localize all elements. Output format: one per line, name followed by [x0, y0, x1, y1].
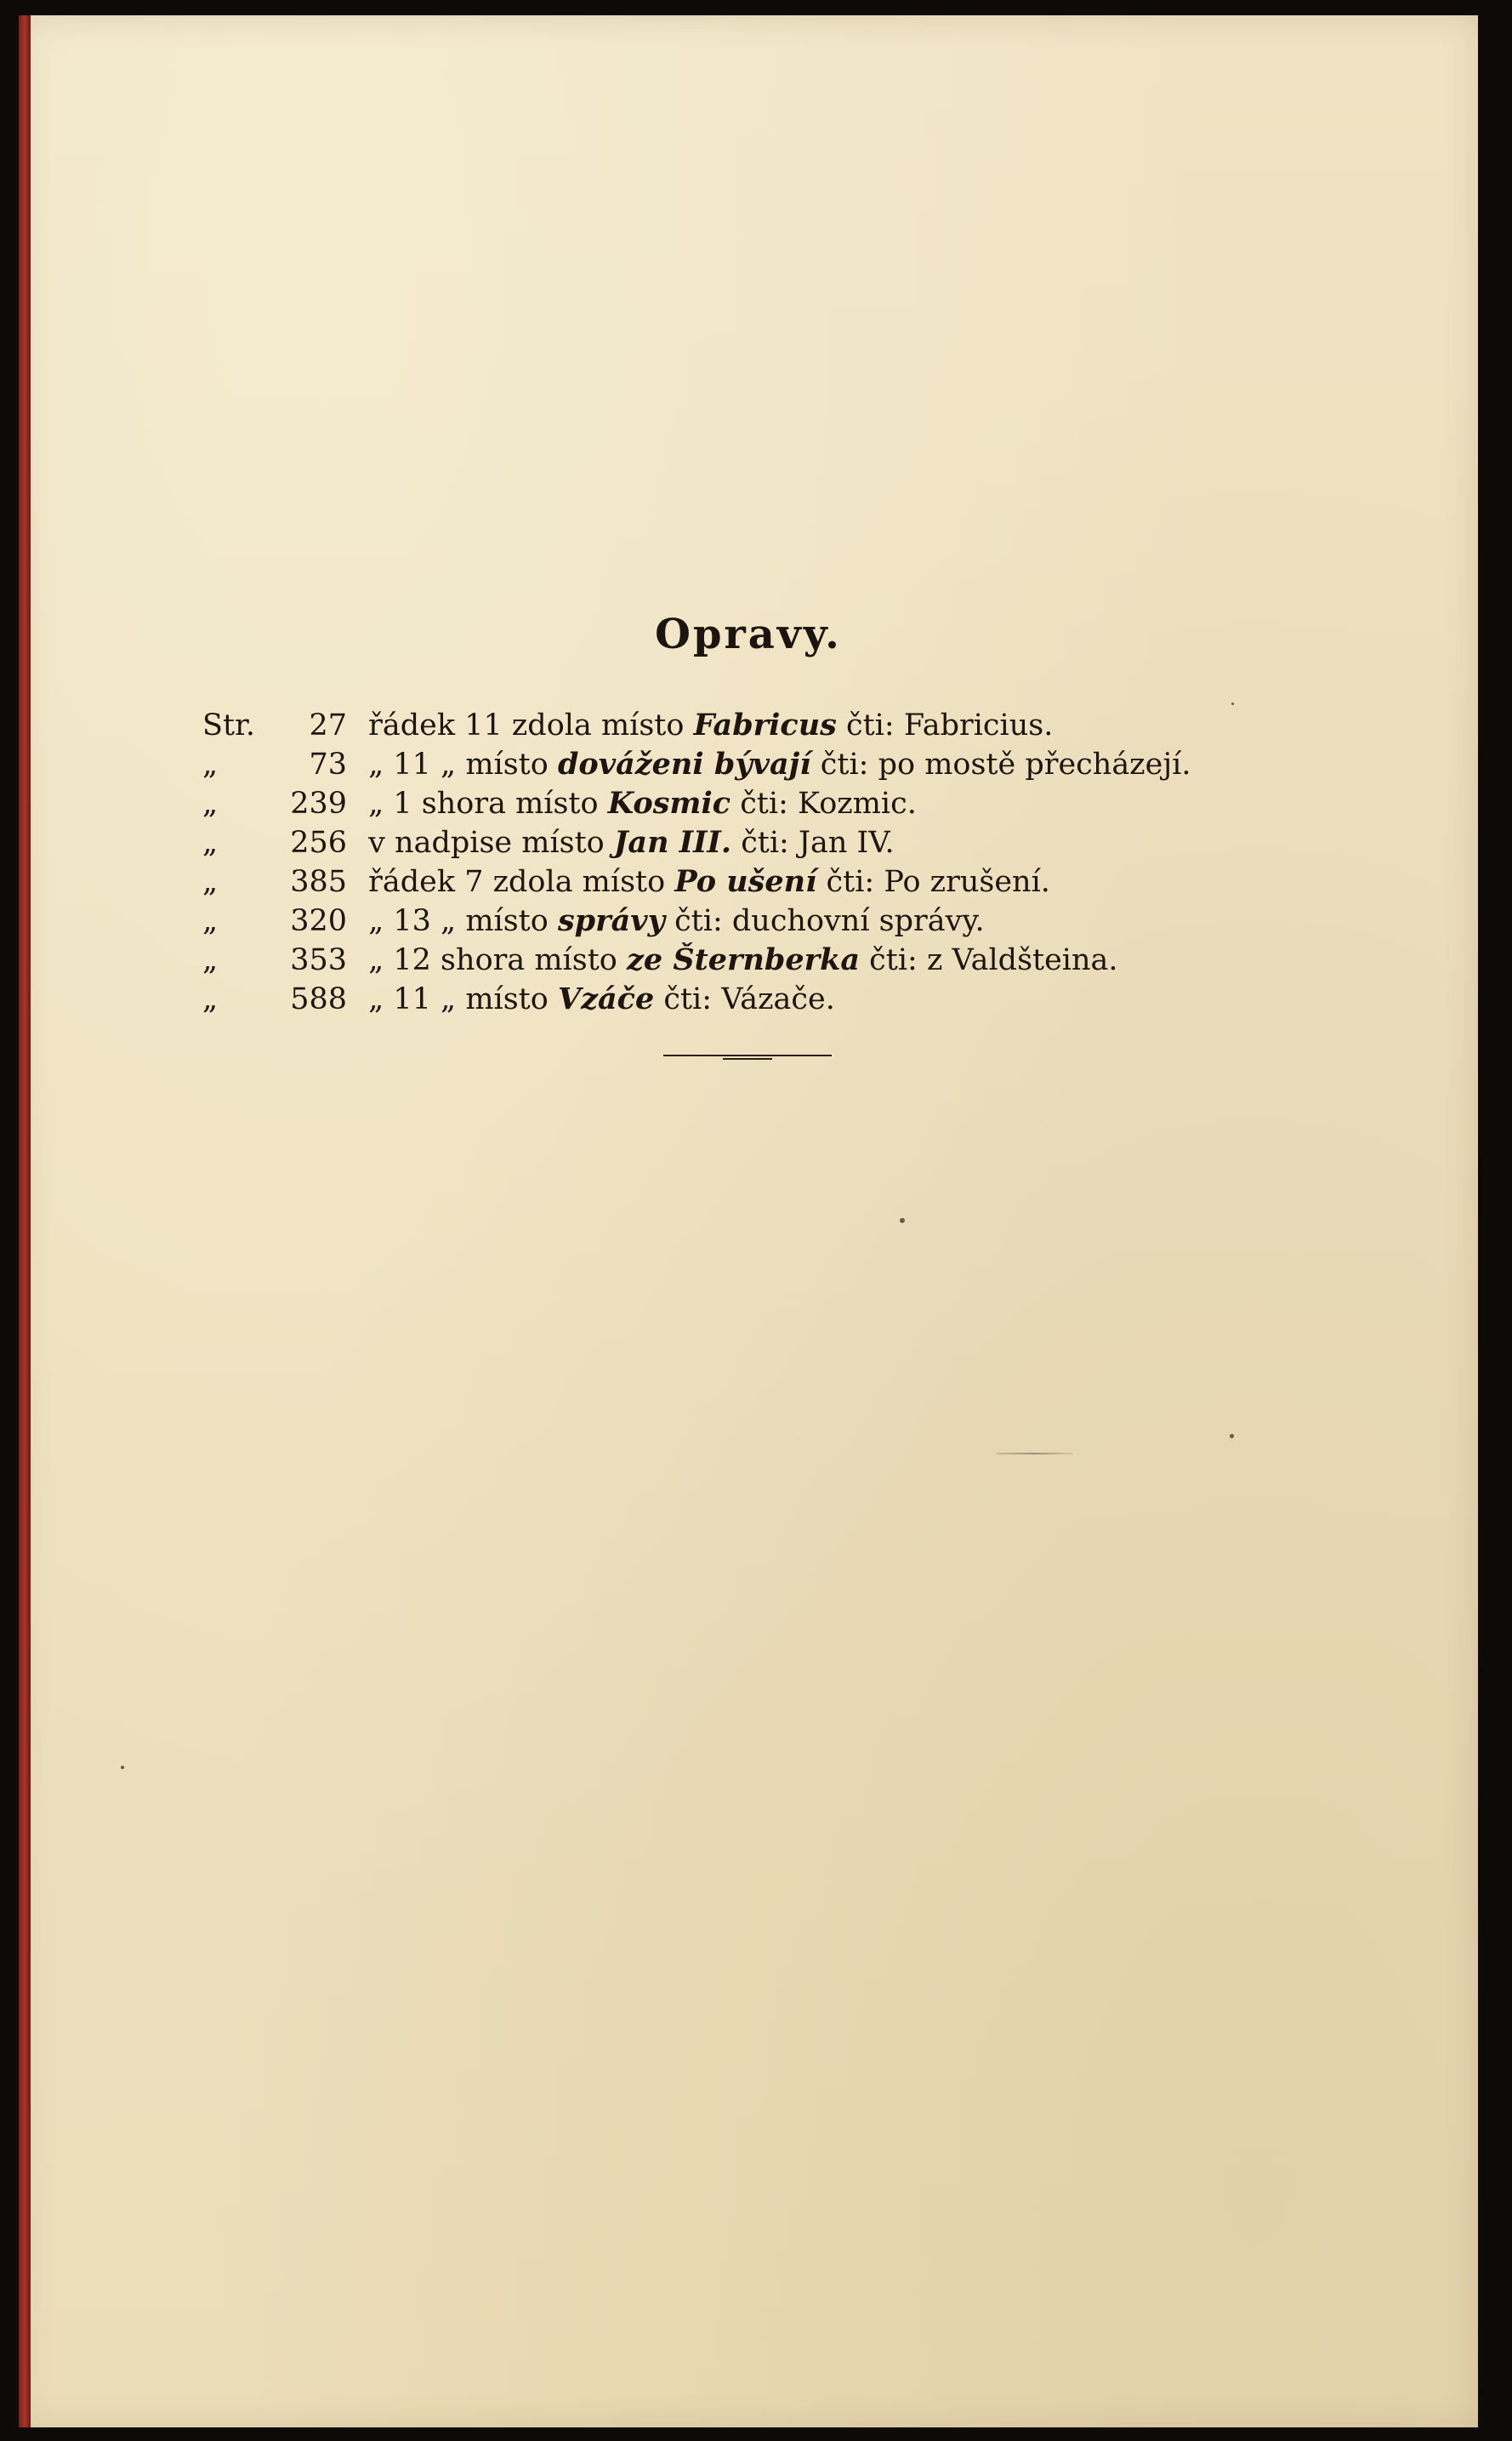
entry-reference: „	[202, 904, 219, 938]
entry-reference: „	[202, 748, 219, 782]
errata-entry	[202, 980, 1444, 1019]
paper-speck	[121, 1766, 124, 1769]
entry-correct-text: duchovní správy.	[731, 904, 985, 938]
entry-correct-text: Fabricius.	[903, 708, 1054, 743]
entry-wrong-text: Po ušení	[674, 864, 817, 899]
entry-read-label: čti:	[820, 748, 869, 782]
entry-location: „ 11 „ místo	[368, 748, 549, 782]
entry-page: 27	[309, 708, 347, 743]
entry-read-label: čti:	[826, 865, 875, 899]
entry-wrong-text: Vzáče	[557, 982, 655, 1016]
page-title: Opravy.	[655, 611, 842, 658]
entry-correct-text: po mostě přecházejí.	[878, 748, 1191, 782]
entry-read-label: čti:	[674, 904, 723, 938]
entry-read-label: čti:	[663, 982, 713, 1016]
closing-rule	[663, 1055, 832, 1060]
entry-page: 588	[290, 982, 347, 1016]
errata-entry	[202, 784, 1444, 823]
entry-reference: „	[202, 787, 219, 821]
entry-location: „ 11 „ místo	[368, 982, 549, 1016]
entry-read-label: čti:	[869, 943, 918, 977]
errata-entry	[202, 862, 1444, 902]
paper-mark	[997, 1453, 1073, 1454]
entry-wrong-text: správy	[557, 903, 665, 938]
entry-read-label: čti:	[741, 826, 789, 860]
entry-reference: „	[202, 982, 219, 1016]
errata-list	[202, 706, 1444, 1019]
errata-entry	[202, 745, 1444, 784]
entry-reference: Str.	[202, 708, 256, 743]
closing-rule-line	[663, 1055, 832, 1056]
entry-location: řádek 7 zdola místo	[368, 865, 666, 899]
paper-speck	[1231, 703, 1234, 705]
entry-correct-text: Jan IV.	[798, 826, 895, 860]
entry-wrong-text: Fabricus	[693, 708, 837, 743]
entry-correct-text: Vázače.	[721, 982, 835, 1016]
book-page	[19, 15, 1478, 2427]
entry-read-label: čti:	[846, 708, 895, 743]
entry-wrong-text: Jan III.	[613, 825, 732, 860]
entry-page: 256	[290, 826, 347, 860]
entry-wrong-text: Kosmic	[607, 786, 731, 821]
entry-wrong-text: dováženi bývají	[557, 747, 811, 782]
entry-location: řádek 11 zdola místo	[368, 708, 685, 743]
entry-reference: „	[202, 865, 219, 899]
entry-location: v nadpise místo	[368, 826, 605, 860]
entry-location: „ 12 shora místo	[368, 943, 617, 977]
paper-speck	[900, 1218, 905, 1223]
entry-page: 73	[309, 748, 347, 782]
entry-page: 320	[290, 904, 347, 938]
binding-spine	[19, 15, 31, 2427]
entry-location: „ 1 shora místo	[368, 787, 599, 821]
entry-location: „ 13 „ místo	[368, 904, 549, 938]
paper-speck	[1230, 1434, 1234, 1438]
entry-correct-text: z Valdšteina.	[926, 943, 1118, 977]
entry-page: 353	[290, 943, 347, 977]
entry-page: 239	[290, 787, 347, 821]
errata-entry	[202, 706, 1444, 745]
errata-entry	[202, 823, 1444, 862]
entry-correct-text: Po zrušení.	[884, 865, 1050, 899]
entry-correct-text: Kozmic.	[798, 787, 917, 821]
entry-page: 385	[290, 865, 347, 899]
entry-read-label: čti:	[740, 787, 788, 821]
entry-reference: „	[202, 826, 219, 860]
closing-rule-accent	[723, 1058, 772, 1060]
errata-entry	[202, 902, 1444, 941]
entry-reference: „	[202, 943, 219, 977]
errata-entry	[202, 941, 1444, 980]
entry-wrong-text: ze Šternberka	[626, 942, 861, 977]
